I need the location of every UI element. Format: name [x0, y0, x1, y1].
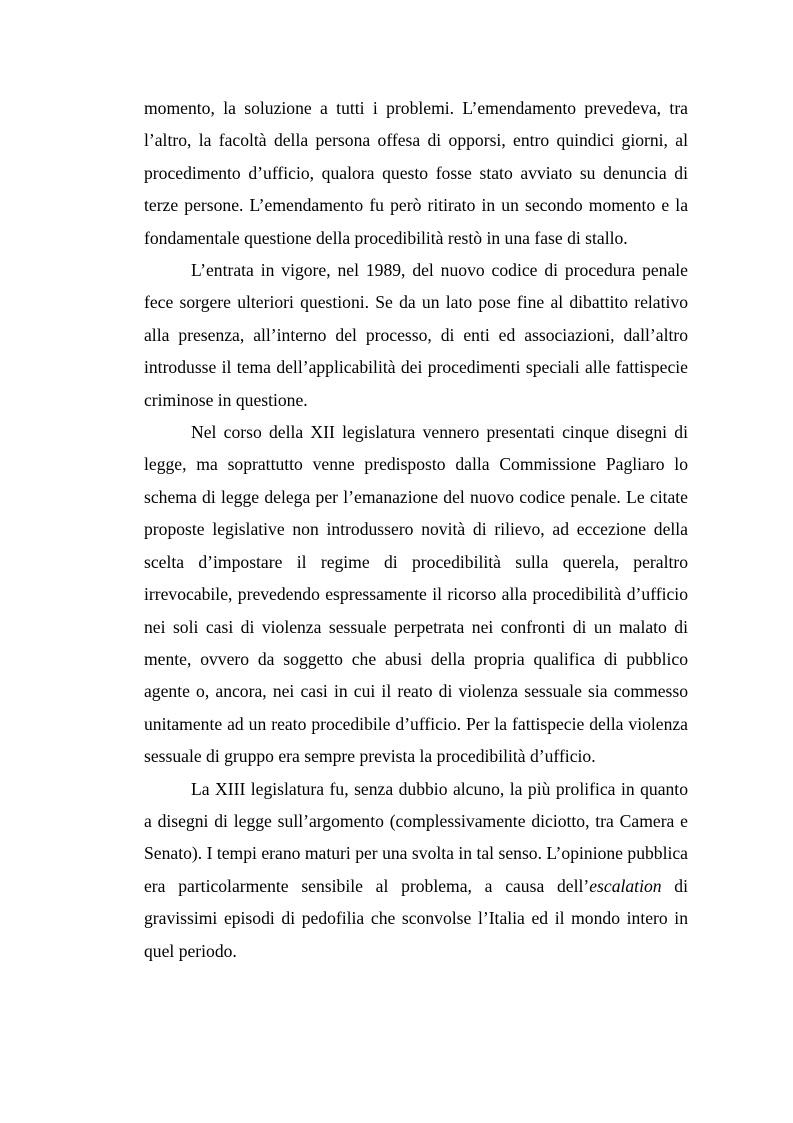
paragraph-4-italic-term: escalation — [589, 875, 662, 896]
body-text — [144, 92, 688, 967]
paragraph-2: L’entrata in vigore, nel 1989, del nuovo codice di procedura penale fece sorgere ulteriori questioni. Se da un lato pose fine al dibattito relativo alla presenza, all’interno del processo, di enti ed associazioni, dall’altro introdusse il tema dell’applicabilità dei procedimenti speciali alle fattispecie criminose in questione. — [144, 260, 688, 410]
paragraph-1: momento, la soluzione a tutti i problemi. L’emendamento prevedeva, tra l’altro, la facoltà della persona offesa di opporsi, entro quindici giorni, al procedimento d’ufficio, qualora questo fosse stato avviato su denuncia di terze persone. L’emendamento fu però ritirato in un secondo momento e la fondamentale questione della procedibilità restò in una fase di stallo. — [144, 98, 688, 248]
paragraph-3: Nel corso della XII legislatura vennero presentati cinque disegni di legge, ma soprattutto venne predisposto dalla Commissione Pagliaro lo schema di legge delega per l’emanazione del nuovo codice penale. Le citate proposte legislative non introdussero novità di rilievo, ad eccezione della scelta d’impostare il regime di procedibilità sulla querela, peraltro irrevocabile, prevedendo espressamente il ricorso alla procedibilità d’ufficio nei soli casi di violenza sessuale perpetrata nei confronti di un malato di mente, ovvero da soggetto che abusi della propria qualifica di pubblico agente o, ancora, nei casi in cui il reato di violenza sessuale sia commesso unitamente ad un reato procedibile d’ufficio. Per la fattispecie della violenza sessuale di gruppo era sempre prevista la procedibilità d’ufficio. — [144, 422, 688, 767]
paragraph-4 — [144, 773, 688, 967]
paragraph-4-text-after: di gravissimi episodi di pedofilia che sconvolse l’Italia ed il mondo intero in quel periodo. — [144, 875, 688, 961]
paragraph-4-text-before: La XIII legislatura fu, senza dubbio alcuno, la più prolifica in quanto a disegni di legge sull’argomento (complessivamente diciotto, tra Camera e Senato). I tempi erano maturi per una svolta in tal senso. L’opinione pubblica era particolarmente sensibile al problema, a causa dell’ — [144, 778, 688, 896]
